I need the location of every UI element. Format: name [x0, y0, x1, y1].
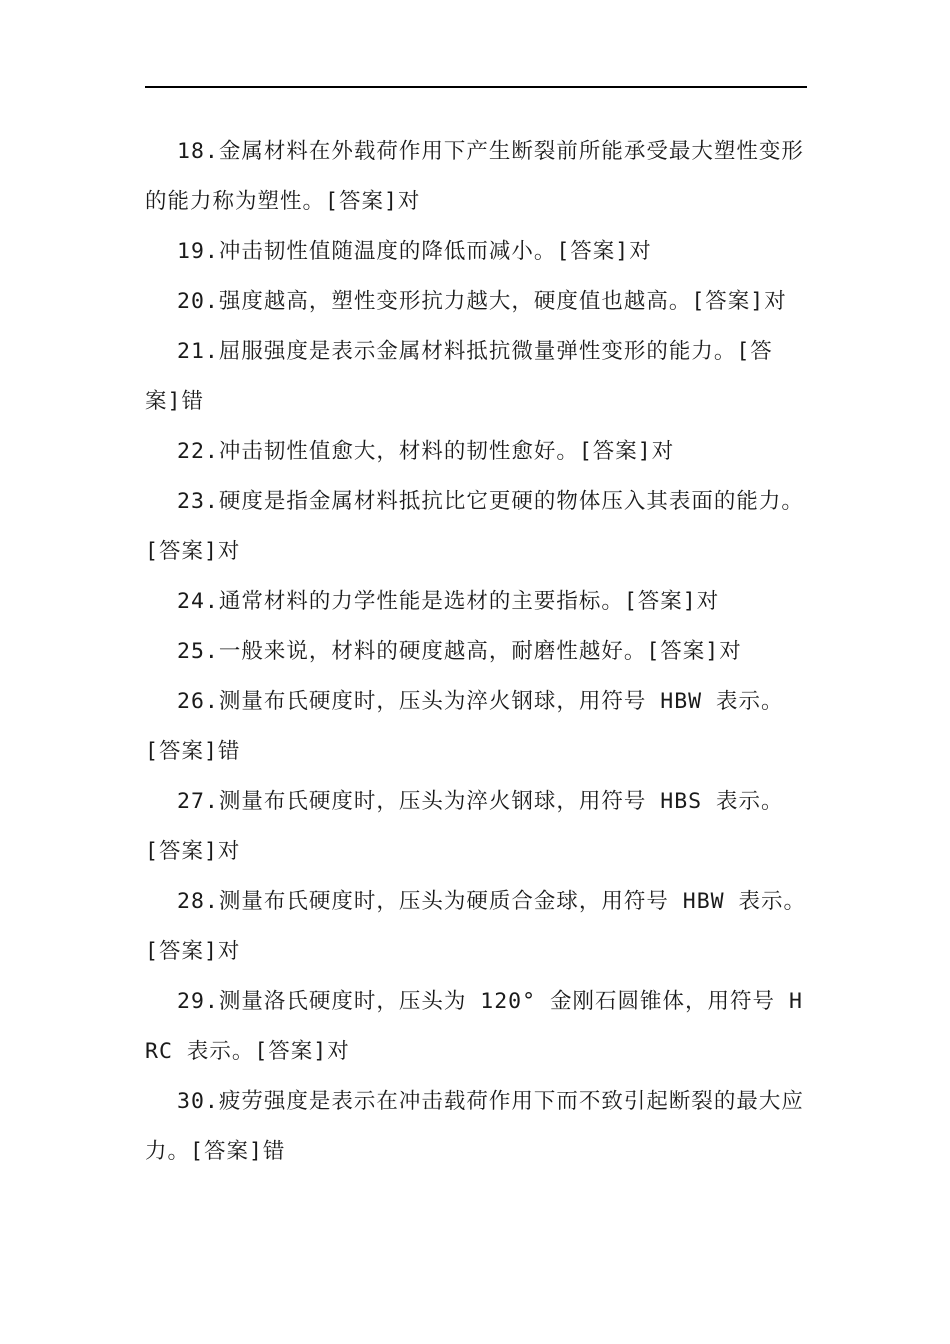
- question-24: 24.通常材料的力学性能是选材的主要指标。[答案]对: [177, 589, 720, 614]
- question-27: 27.测量布氏硬度时，压头为淬火钢球，用符号 HBS 表示。[答案]对: [145, 789, 784, 864]
- question-18: 18.金属材料在外载荷作用下产生断裂前所能承受最大塑性变形的能力称为塑性。[答案]对: [145, 139, 804, 214]
- question-29: 29.测量洛氏硬度时，压头为 120° 金刚石圆锥体，用符号 HRC 表示。[答案]对: [145, 989, 803, 1064]
- question-30: 30.疲劳强度是表示在冲击载荷作用下而不致引起断裂的最大应力。[答案]错: [145, 1089, 804, 1164]
- question-28: 28.测量布氏硬度时，压头为硬质合金球，用符号 HBW 表示。[答案]对: [145, 889, 807, 964]
- question-23: 23.硬度是指金属材料抵抗比它更硬的物体压入其表面的能力。[答案]对: [145, 489, 804, 564]
- question-22: 22.冲击韧性值愈大，材料的韧性愈好。[答案]对: [177, 439, 675, 464]
- question-list: [145, 127, 807, 1177]
- question-26: 26.测量布氏硬度时，压头为淬火钢球，用符号 HBW 表示。[答案]错: [145, 689, 784, 764]
- question-20: 20.强度越高，塑性变形抗力越大，硬度值也越高。[答案]对: [177, 289, 787, 314]
- question-25: 25.一般来说，材料的硬度越高，耐磨性越好。[答案]对: [177, 639, 742, 664]
- question-21: 21.屈服强度是表示金属材料抵抗微量弹性变形的能力。[答案]错: [145, 339, 773, 414]
- question-19: 19.冲击韧性值随温度的降低而减小。[答案]对: [177, 239, 652, 264]
- header-rule: [145, 86, 807, 88]
